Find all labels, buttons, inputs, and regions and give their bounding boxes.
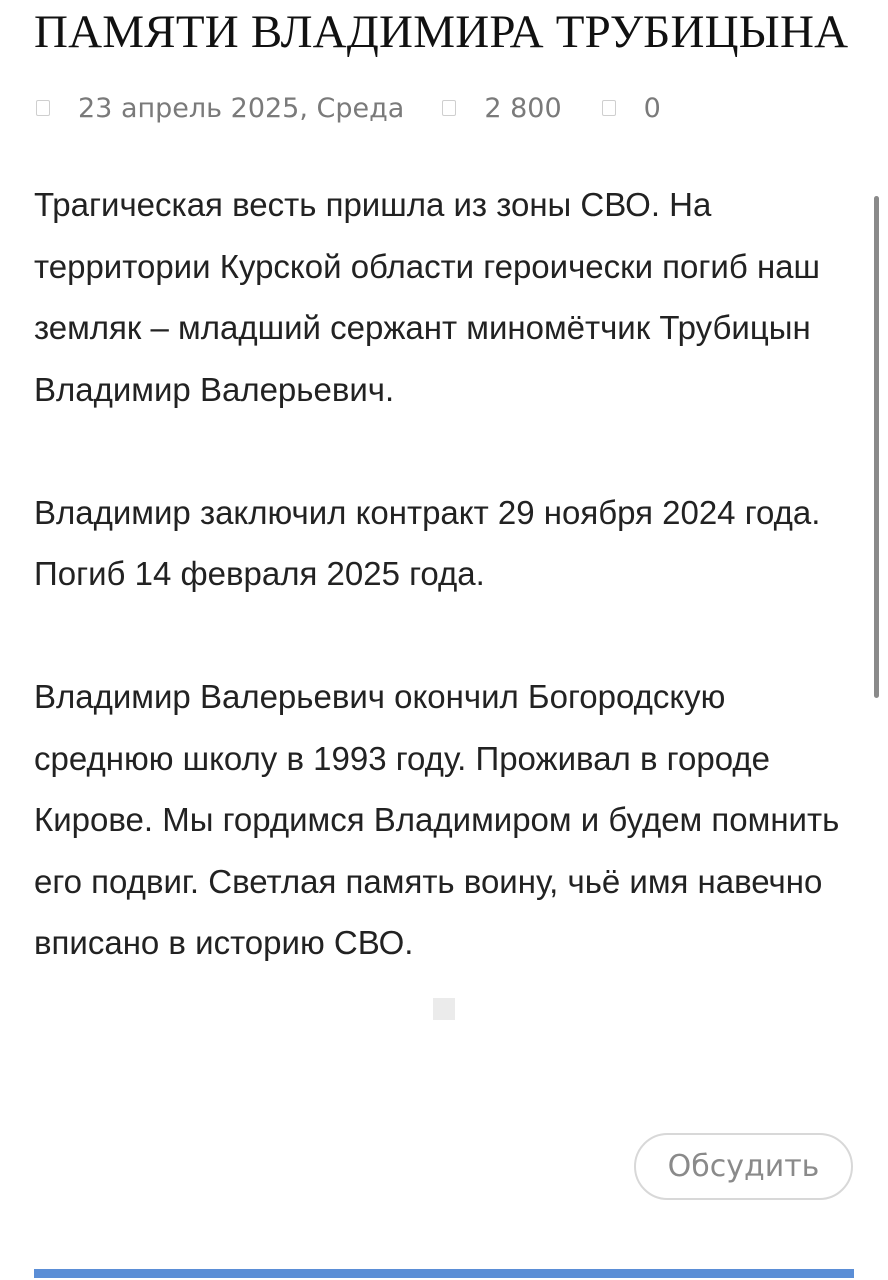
article-body [34, 174, 864, 974]
image-placeholder [433, 998, 455, 1020]
section-divider-bar [34, 1269, 854, 1278]
article-comments[interactable] [602, 93, 661, 124]
article-meta [36, 90, 661, 126]
article-date-text: 23 апрель 2025, Среда [78, 92, 405, 124]
article-paragraph: Трагическая весть пришла из зоны СВО. На территории Курской области героически погиб наш земляк – младший сержант миномётчик Трубицын Владимир Валерьевич. [34, 186, 820, 408]
article-paragraph: Владимир Валерьевич окончил Богородскую среднюю школу в 1993 году. Проживал в городе Кирове. Мы гордимся Владимиром и будем помнить его подвиг. Светлая память воину, чьё имя навечно вписано в историю СВО. [34, 678, 840, 961]
article-views [442, 93, 561, 124]
article-date [36, 93, 404, 124]
article-views-count: 2 800 [484, 92, 562, 124]
scrollbar-thumb[interactable] [874, 196, 879, 698]
calendar-icon [36, 100, 50, 116]
article-paragraph: Владимир заключил контракт 29 ноября 2024 года. Погиб 14 февраля 2025 года. [34, 493, 821, 592]
article-comments-count: 0 [643, 92, 661, 124]
comment-icon [602, 100, 616, 116]
eye-icon [442, 100, 456, 116]
article-title: ПАМЯТИ ВЛАДИМИРА ТРУБИЦЫНА [34, 6, 849, 58]
discuss-button[interactable]: Обсудить [634, 1133, 853, 1200]
